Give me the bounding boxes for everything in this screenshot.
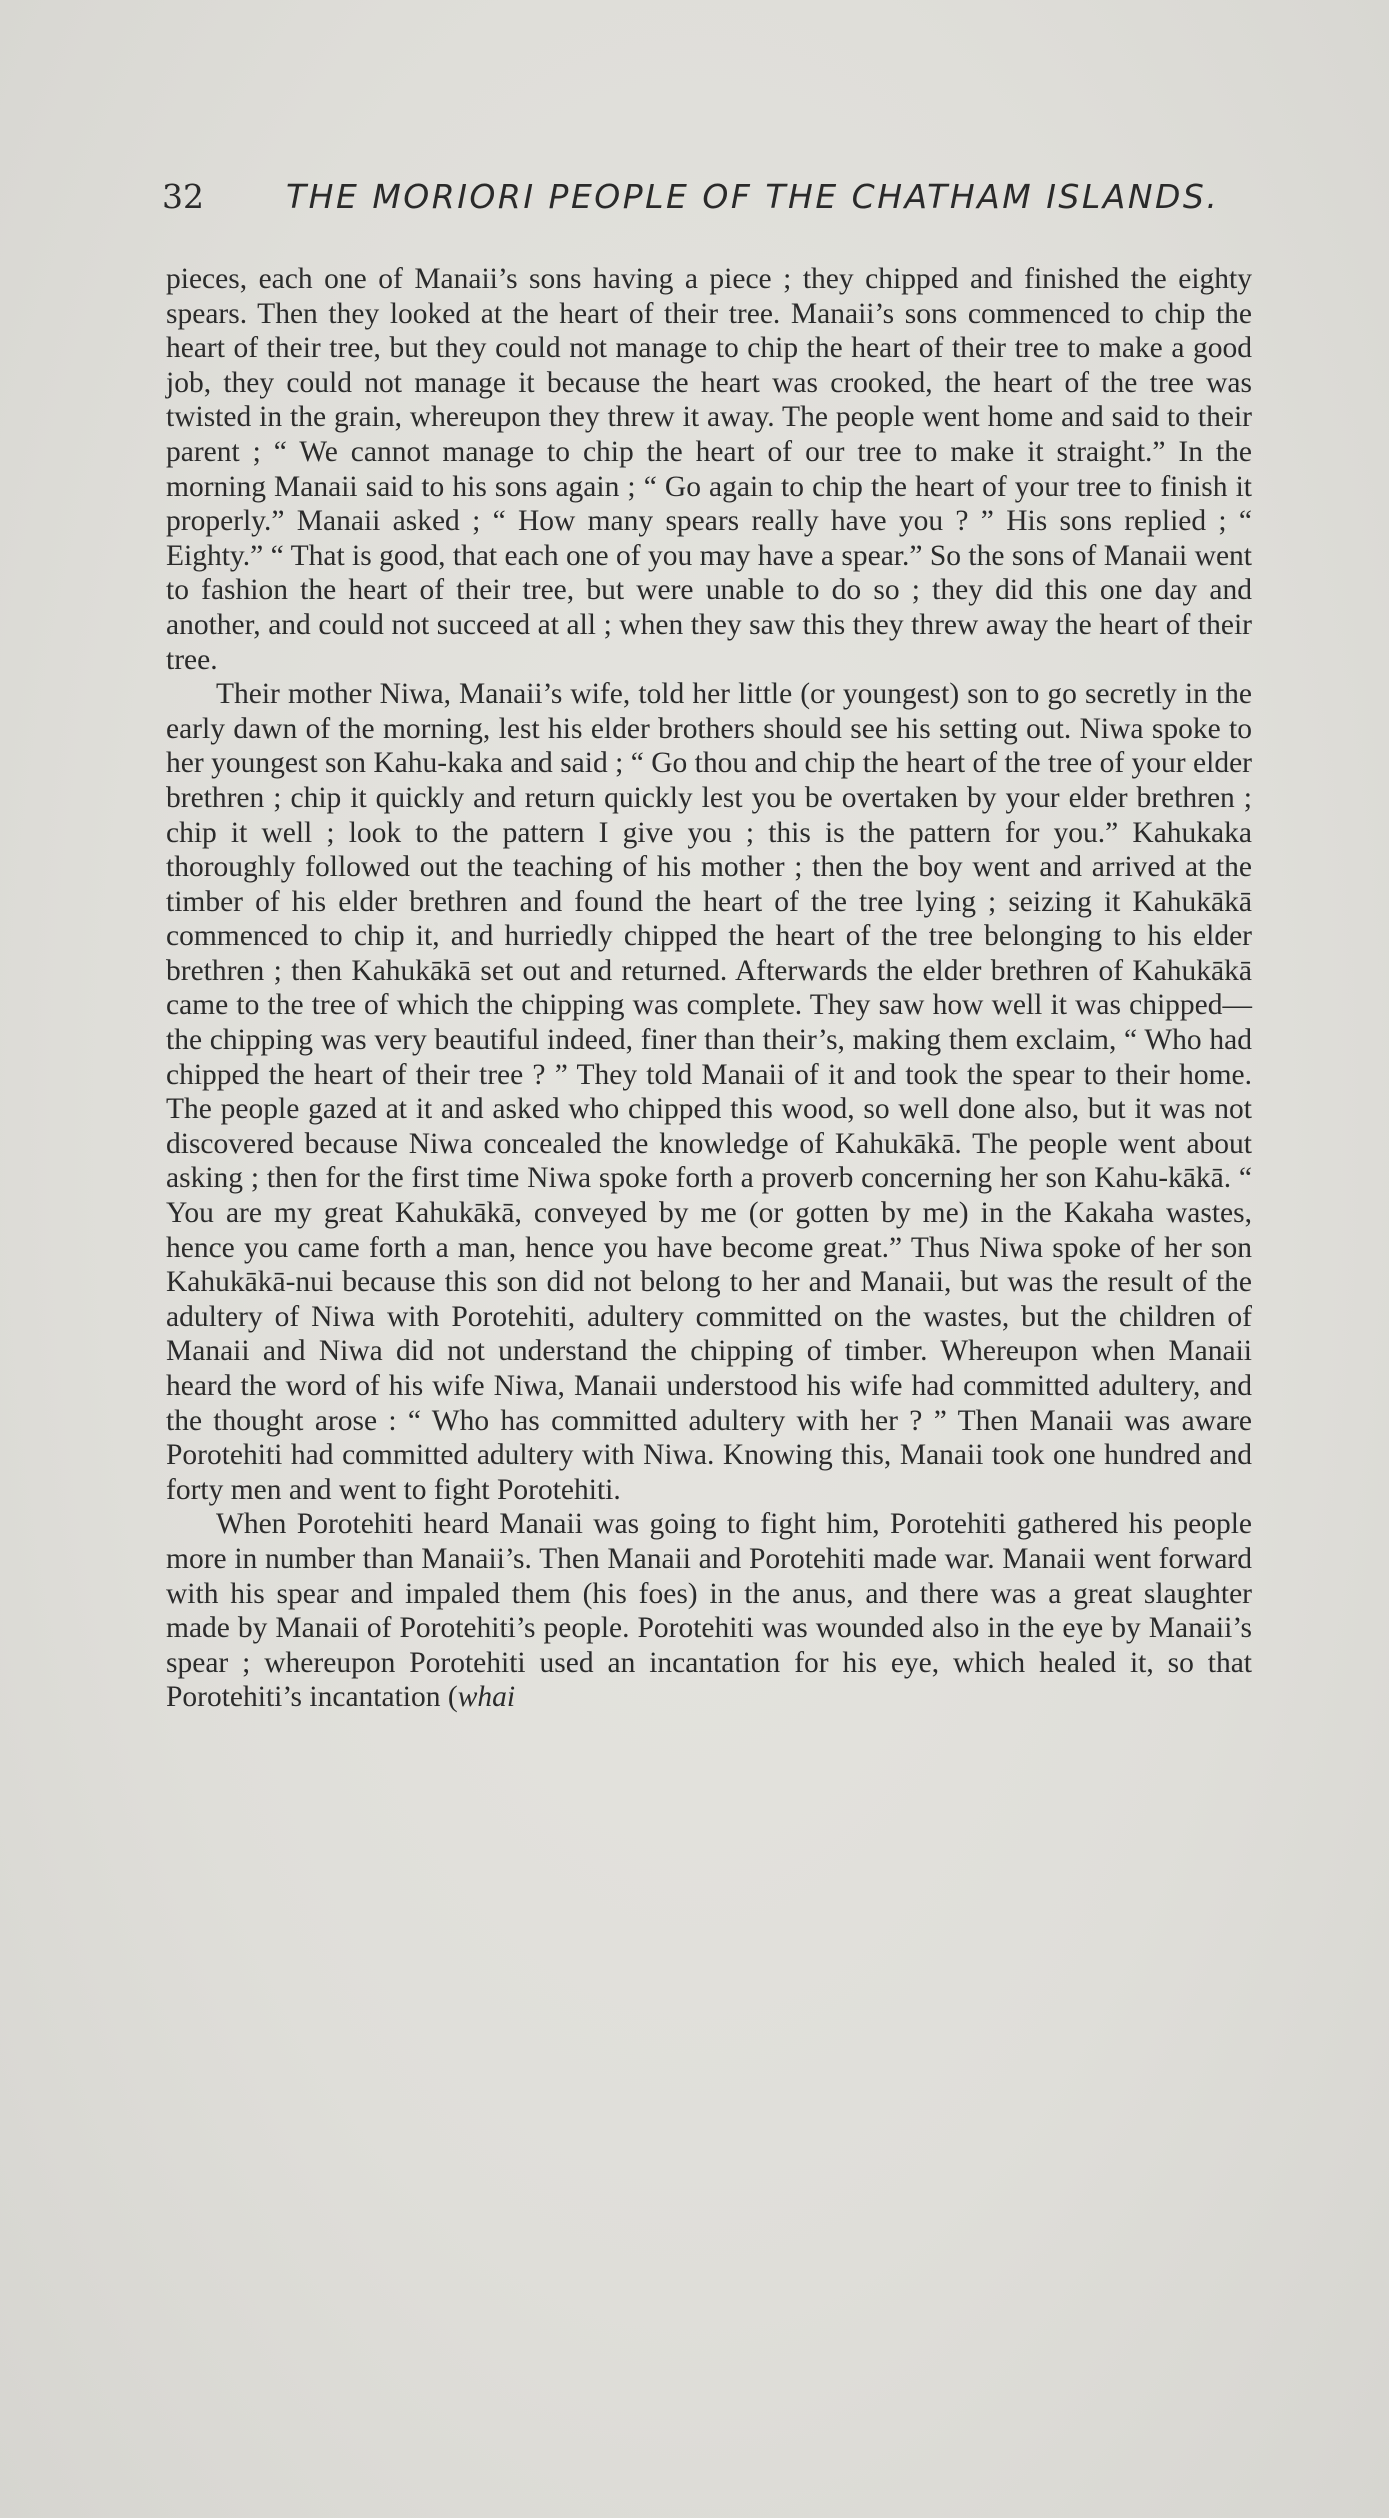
body-text bbox=[166, 262, 1252, 1715]
page-number: 32 bbox=[162, 177, 204, 216]
running-title: THE MORIORI PEOPLE OF THE CHATHAM ISLANDS. bbox=[286, 177, 1220, 216]
paragraph-text: When Porotehiti heard Manaii was going to fight him, Porotehiti gathered his people more in number than Manaii’s. Then Manaii and Porotehiti made war. Manaii went forward with his spear and impaled them (his foes) in the anus, and there was a great slaughter made by Manaii of Porotehiti’s people. Porotehiti was wounded also in the eye by Manaii’s spear ; whereupon Porotehiti used an incantation for his eye, which healed it, so that Porotehiti’s incantation ( bbox=[166, 1508, 1252, 1714]
paragraph bbox=[166, 1507, 1252, 1715]
paragraph: pieces, each one of Manaii’s sons having a piece ; they chipped and finished the eighty spears. Then they looked at the heart of their tree. Manaii’s sons commenced to chip the heart of their tree, but they could not manage to chip the heart of their tree to make a good job, they could not manage it because the heart was crooked, the heart of the tree was twisted in the grain, whereupon they threw it away. The people went home and said to their parent ; “ We cannot manage to chip the heart of our tree to make it straight.” In the morning Manaii said to his sons again ; “ Go again to chip the heart of your tree to finish it properly.” Manaii asked ; “ How many spears really have you ? ” His sons replied ; “ Eighty.” “ That is good, that each one of you may have a spear.” So the sons of Manaii went to fashion the heart of their tree, but were unable to do so ; they did this one day and another, and could not succeed at all ; when they saw this they threw away the heart of their tree. bbox=[166, 263, 1252, 676]
page-header bbox=[162, 172, 1252, 222]
italic-word: whai bbox=[457, 1681, 516, 1714]
paragraph: Their mother Niwa, Manaii’s wife, told her little (or youngest) son to go secretly in the early dawn of the morning, lest his elder brothers should see his setting out. Niwa spoke to her youngest son Kahu-kaka and said ; “ Go thou and chip the heart of the tree of your elder brethren ; chip it quickly and return quickly lest you be overtaken by your elder brethren ; chip it well ; look to the pattern I give you ; this is the pattern for you.” Kahukaka thoroughly followed out the teaching of his mother ; then the boy went and arrived at the timber of his elder brethren and found the heart of the tree lying ; seizing it Kahukākā commenced to chip it, and hurriedly chipped the heart of the tree belonging to his elder brethren ; then Kahukākā set out and returned. Afterwards the elder brethren of Kahukākā came to the tree of which the chipping was complete. They saw how well it was chipped—the chipping was very beautiful indeed, finer than their’s, making them exclaim, “ Who had chipped the heart of their tree ? ” They told Manaii of it and took the spear to their home. The people gazed at it and asked who chipped this wood, so well done also, but it was not discovered because Niwa concealed the knowledge of Kahukākā. The people went about asking ; then for the first time Niwa spoke forth a proverb concerning her son Kahu-kākā. “ You are my great Kahukākā, conveyed by me (or gotten by me) in the Kakaha wastes, hence you came forth a man, hence you have become great.” Thus Niwa spoke of her son Kahukākā-nui because this son did not belong to her and Manaii, but was the result of the adultery of Niwa with Porotehiti, adultery committed on the wastes, but the children of Manaii and Niwa did not understand the chipping of timber. Whereupon when Manaii heard the word of his wife Niwa, Manaii understood his wife had committed adultery, and the thought arose : “ Who has committed adultery with her ? ” Then Manaii was aware Porotehiti had committed adultery with Niwa. Knowing this, Manaii took one hundred and forty men and went to fight Porotehiti. bbox=[166, 678, 1252, 1506]
